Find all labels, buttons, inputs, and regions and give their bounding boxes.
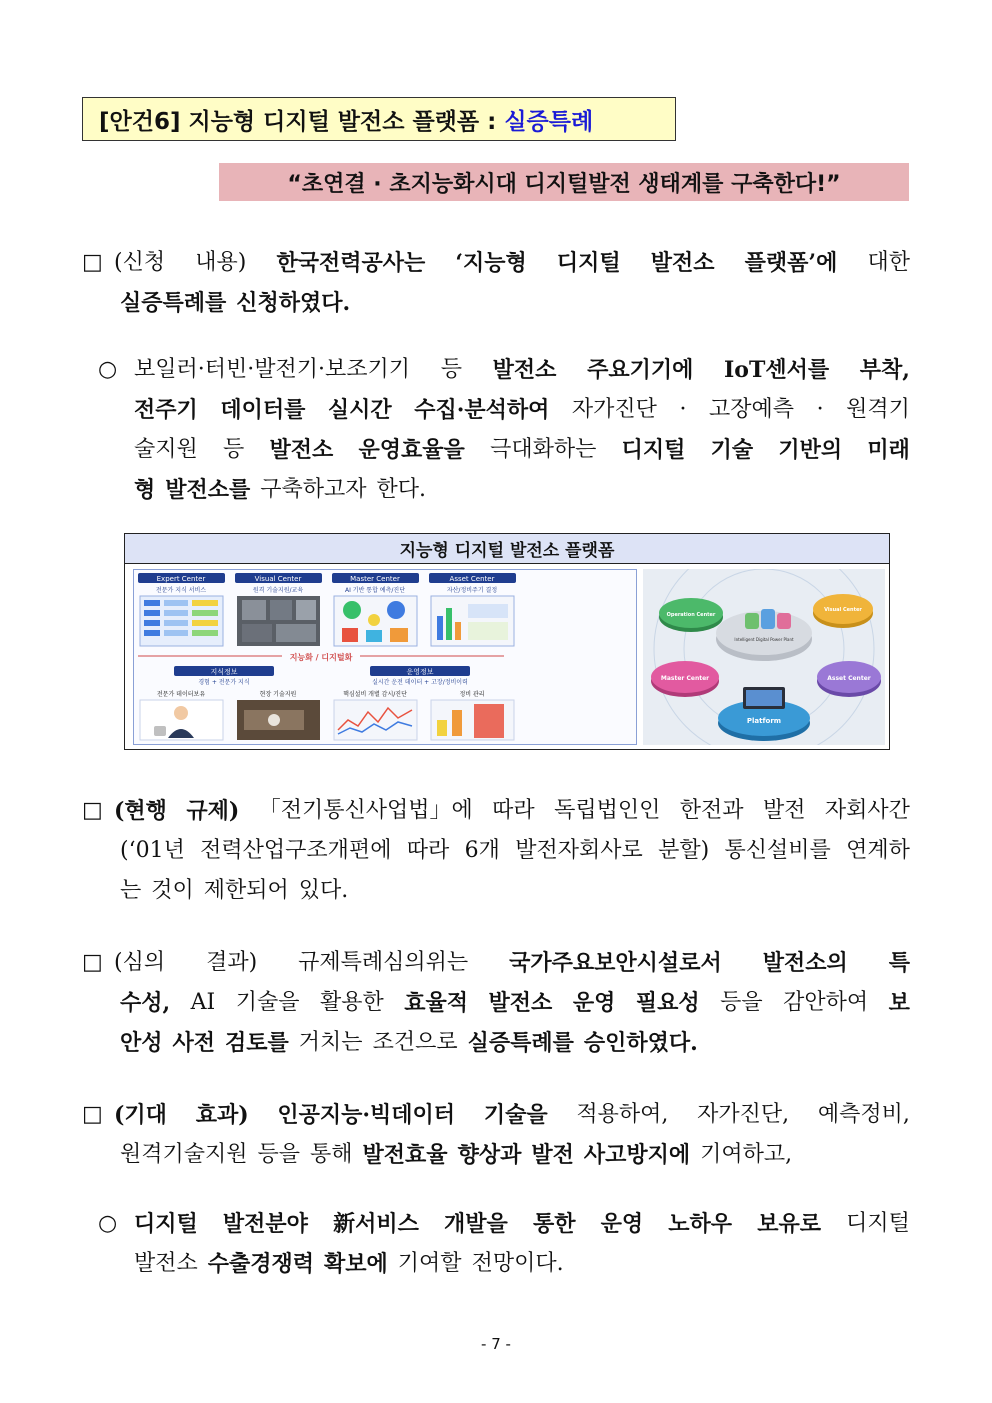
- word: 고장예측: [709, 397, 795, 422]
- word: 분할): [658, 838, 710, 863]
- checkbox-marker: □: [82, 1102, 103, 1127]
- master-center-node: [651, 661, 719, 697]
- word: 개발을: [444, 1211, 508, 1237]
- word: 발전자회사로: [515, 838, 643, 863]
- word: 발전: [762, 798, 806, 823]
- word: 연계하: [846, 838, 910, 863]
- equipment-monitor-chart: [334, 700, 417, 740]
- text-line: [114, 831, 910, 871]
- platform-node: [718, 687, 810, 741]
- word: 실증특례를: [467, 1030, 574, 1056]
- text-line: [114, 983, 910, 1023]
- word: 규제특례심의위는: [298, 950, 469, 975]
- word: 통해: [310, 1142, 353, 1167]
- word: (심의: [114, 950, 166, 975]
- text-line: [134, 1204, 910, 1244]
- section-application-detail: [134, 350, 910, 510]
- word: 보: [888, 990, 910, 1016]
- field-support-photo: [237, 700, 320, 740]
- word: 는: [120, 878, 142, 903]
- visual-center-panel: [235, 573, 322, 646]
- word: (신청: [114, 250, 166, 275]
- word: 플랫폼’에: [744, 250, 838, 276]
- word: 통한: [532, 1211, 576, 1237]
- text-line: [134, 390, 910, 430]
- word: 대한: [867, 250, 910, 275]
- word: 디지털: [556, 250, 621, 276]
- word: 디지털: [846, 1211, 910, 1236]
- word: 보유로: [757, 1211, 821, 1237]
- word: 자가진단: [571, 397, 657, 422]
- word: 사고방지에: [583, 1142, 691, 1168]
- word: 원격기: [846, 397, 910, 422]
- word: 한전과: [679, 798, 744, 823]
- bottom-item-label: 핵심설비 개별 감시/진단: [343, 691, 407, 698]
- text-line: [114, 1135, 910, 1175]
- master-center-label: Master Center: [350, 575, 400, 583]
- visual-center-sub: 원격 기술지원/교육: [252, 587, 304, 594]
- word: ·: [816, 397, 824, 422]
- middle-label: 지능화 / 디지털화: [289, 653, 353, 662]
- word: 통신설비를: [724, 838, 831, 863]
- figure-title: 지능형 디지털 발전소 플랫폼: [125, 534, 889, 564]
- word: 노하우: [668, 1211, 733, 1237]
- word: 기반의: [778, 437, 843, 463]
- master-center-label-3d: Master Center: [660, 675, 710, 682]
- bottom-item-label: 정비 관리: [459, 691, 485, 698]
- word: 독립법인인: [554, 798, 661, 823]
- section-current-regulation: [114, 791, 910, 911]
- agenda-title: [82, 97, 676, 141]
- word: 한국전력공사는: [276, 250, 426, 276]
- platform-label: Platform: [746, 717, 782, 725]
- text-line: [134, 1244, 910, 1284]
- word: 운영: [572, 990, 616, 1016]
- operation-center-label: Operation Center: [666, 612, 716, 618]
- word: 규제): [186, 798, 240, 824]
- word: 발전소: [492, 357, 557, 383]
- word: 新서비스: [333, 1211, 419, 1237]
- word: 신청하였다.: [236, 290, 351, 316]
- word: 자가진단,: [697, 1102, 790, 1127]
- word: 따라: [492, 798, 535, 823]
- platform-3d-illustration: [643, 569, 885, 745]
- text-line: [114, 283, 910, 323]
- word: 발전소: [488, 990, 553, 1016]
- word: 기여하고,: [700, 1142, 793, 1167]
- section-application: [114, 243, 910, 323]
- word: 따라: [406, 838, 450, 863]
- word: (‘01년: [120, 838, 185, 863]
- text-line: [114, 1023, 910, 1063]
- checkbox-marker: □: [82, 250, 103, 275]
- agenda-title-main: [안건6] 지능형 디지털 발전소 플랫폼 :: [99, 108, 505, 135]
- word: 확보에: [324, 1251, 388, 1277]
- text-line: [114, 243, 910, 283]
- asset-center-panel: [429, 573, 516, 646]
- text-line: [114, 791, 910, 831]
- word: 사전: [172, 1030, 216, 1056]
- checkbox-marker: □: [82, 950, 103, 975]
- word: 결과): [206, 950, 258, 975]
- word: 발전분야: [222, 1211, 308, 1237]
- word: 승인하였다.: [583, 1030, 698, 1056]
- word: 감안하여: [783, 990, 869, 1015]
- operation-info-sub: 실시간 운전 데이터 + 고장/정비이력: [372, 679, 468, 686]
- word: 발전소의: [762, 950, 848, 976]
- text-line: [134, 470, 910, 510]
- section-expected-effect: [114, 1095, 910, 1175]
- asset-center-sub: 자산/정비주기 결정: [446, 587, 498, 594]
- knowledge-info-label: 지식정보: [210, 668, 238, 676]
- word: (현행: [114, 798, 167, 824]
- word: 전망이다.: [471, 1251, 564, 1276]
- page-number: - 7 -: [481, 1335, 511, 1353]
- word: 검토를: [225, 1030, 289, 1056]
- knowledge-info-sub: 경험 + 전문가 지식: [198, 679, 250, 686]
- word: 등: [440, 357, 462, 382]
- word: 실증특례를: [120, 290, 227, 316]
- agenda-title-accent: 실증특례: [504, 108, 594, 135]
- word: 조건으로: [372, 1030, 458, 1055]
- word: 적용하여,: [576, 1102, 669, 1127]
- word: 수집·분석하여: [414, 397, 550, 423]
- word: AI: [190, 990, 216, 1015]
- slogan-text: “초연결 · 초지능화시대 디지털발전 생태계를 구축한다!”: [287, 171, 841, 197]
- word: 내용): [195, 250, 247, 275]
- text-line: [114, 871, 910, 911]
- word: 발전효율: [362, 1142, 448, 1168]
- word: 6개: [464, 838, 500, 863]
- word: 등을: [257, 1142, 301, 1167]
- word: 있다.: [298, 878, 349, 903]
- word: 발전소: [134, 1251, 198, 1276]
- word: 제한되어: [203, 878, 289, 903]
- text-line: [134, 430, 910, 470]
- word: 디지털: [134, 1211, 198, 1237]
- expert-avatar-icon: [140, 700, 223, 740]
- word: 기술을: [483, 1102, 548, 1128]
- word: 보일러·터빈·발전기·보조기기: [134, 357, 411, 382]
- word: 기술을: [235, 990, 300, 1015]
- word: 등: [223, 437, 245, 462]
- word: 국가주요보안시설로서: [509, 950, 722, 976]
- slogan-banner: [219, 163, 909, 201]
- word: 자회사간: [824, 798, 910, 823]
- platform-figure: [124, 533, 890, 750]
- word: 디지털: [621, 437, 686, 463]
- word: 발전소를: [165, 477, 251, 503]
- operation-info-label: 운영정보: [406, 668, 434, 676]
- word: 거치는: [298, 1030, 363, 1055]
- word: ·: [679, 397, 687, 422]
- platform-overview-diagram: [133, 569, 637, 745]
- word: 예측정비,: [817, 1102, 910, 1127]
- word: 발전: [531, 1142, 574, 1168]
- word: 형: [134, 477, 156, 503]
- word: 효율적: [404, 990, 469, 1016]
- word: 미래: [867, 437, 910, 463]
- visual-center-label-3d: Visual Center: [824, 607, 862, 613]
- word: 구축하고자: [260, 477, 367, 502]
- circle-marker: ○: [98, 1211, 118, 1236]
- asset-center-node: [817, 661, 881, 697]
- word: 「전기통신사업법」에: [258, 798, 473, 823]
- word: 인공지능·빅데이터: [277, 1102, 456, 1128]
- master-center-panel: [332, 573, 419, 646]
- hub-platform: [716, 609, 812, 661]
- word: IoT센서를: [724, 357, 830, 383]
- section-review-result: [114, 943, 910, 1063]
- word: 향상과: [457, 1142, 522, 1168]
- word: 한다.: [376, 477, 427, 502]
- expert-center-label: Expert Center: [156, 575, 206, 583]
- section-expected-effect-detail: [134, 1204, 910, 1284]
- word: 부착,: [859, 357, 910, 383]
- expert-center-panel: [138, 573, 225, 646]
- maintenance-chart: [431, 700, 514, 740]
- word: 특: [888, 950, 910, 976]
- expert-center-sub: 전문가 지식 서비스: [155, 587, 207, 594]
- operation-center-node: [659, 598, 723, 632]
- text-line: [134, 350, 910, 390]
- word: 수출경쟁력: [207, 1251, 315, 1277]
- word: 술지원: [134, 437, 198, 462]
- word: 데이터를: [220, 397, 306, 423]
- word: (기대: [114, 1102, 167, 1128]
- word: 발전소: [269, 437, 334, 463]
- word: 효과): [195, 1102, 249, 1128]
- text-line: [114, 1095, 910, 1135]
- word: 기술: [710, 437, 754, 463]
- word: ‘지능형: [455, 250, 527, 276]
- word: 등을: [720, 990, 763, 1015]
- bottom-item-label: 현장 기술지원: [259, 691, 297, 698]
- hub-label: Intelligent Digital Power Plant: [734, 637, 794, 642]
- word: 기여할: [397, 1251, 462, 1276]
- word: 발전소: [650, 250, 715, 276]
- word: 필요성: [635, 990, 700, 1016]
- word: 것이: [151, 878, 194, 903]
- word: 수성,: [120, 990, 171, 1016]
- word: 주요기기에: [587, 357, 694, 383]
- word: 실시간: [327, 397, 392, 423]
- word: 안성: [120, 1030, 163, 1056]
- master-center-sub: AI 기반 통합 예측/진단: [345, 587, 405, 594]
- asset-center-label-3d: Asset Center: [827, 675, 871, 682]
- word: 운영효율을: [358, 437, 465, 463]
- word: 극대화하는: [490, 437, 597, 462]
- checkbox-marker: □: [82, 798, 103, 823]
- word: 전주기: [134, 397, 198, 423]
- visual-center-label: Visual Center: [254, 575, 302, 583]
- visual-center-node: [813, 594, 873, 628]
- word: 운영: [600, 1211, 644, 1237]
- word: 전력산업구조개편에: [200, 838, 392, 863]
- word: 활용한: [320, 990, 384, 1015]
- text-line: [114, 943, 910, 983]
- word: 원격기술지원: [120, 1142, 248, 1167]
- asset-center-label: Asset Center: [449, 575, 495, 583]
- circle-marker: ○: [98, 357, 118, 382]
- bottom-item-label: 전문가 데이터보유: [156, 691, 206, 698]
